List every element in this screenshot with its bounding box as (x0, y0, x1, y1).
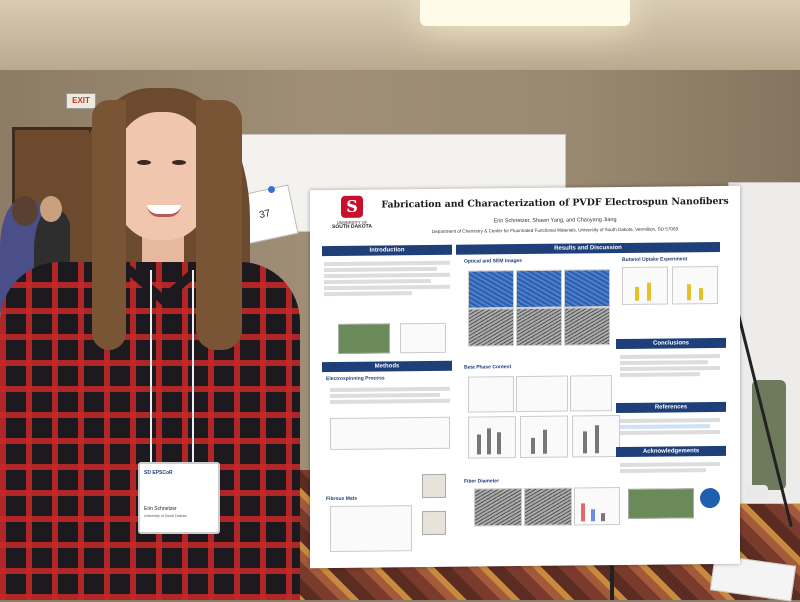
references-header: References (616, 402, 726, 413)
presenter-eye (172, 160, 186, 165)
optical-image (516, 270, 562, 308)
bar (477, 434, 481, 454)
fiber-sem-image (524, 488, 572, 527)
bar (581, 503, 585, 521)
butanol-subhead: Butanol Uptake Experiment (622, 256, 688, 263)
group-photo (628, 488, 694, 519)
conclusions-text (620, 352, 720, 393)
research-poster (310, 186, 740, 569)
presenter-eye (137, 160, 151, 165)
bar (687, 284, 691, 300)
board-number-tag: 37 (231, 185, 298, 246)
butanol-chart (672, 266, 718, 304)
bar (699, 288, 703, 300)
fiber-diameter-subhead: Fiber Diameter (464, 478, 500, 485)
bar (635, 287, 639, 301)
sem-image (516, 308, 562, 346)
poster-department: Department of Chemistry & Center for Fluorinated Functional Materials, University of South Dakota, Vermillion, SD 57069 (431, 226, 679, 234)
ceiling (0, 0, 800, 70)
butanol-chart (622, 267, 668, 305)
acknowledgements-text (620, 460, 720, 485)
ftir-spectrum (570, 375, 612, 411)
bar (497, 432, 501, 454)
chemical-structures (330, 417, 450, 450)
bar (595, 425, 599, 453)
nsf-logo (700, 488, 720, 508)
references-text (620, 416, 720, 447)
bar (543, 430, 547, 454)
methods-header: Methods (322, 361, 452, 372)
exit-sign: EXIT (66, 93, 96, 109)
electrospinning-text (330, 385, 450, 416)
badge-name: Erin Schnetzer (144, 506, 177, 512)
molecule-diagram (468, 376, 514, 412)
usd-logo (322, 195, 382, 230)
lab-photo (338, 323, 390, 354)
optical-sem-subhead: Optical and SEM Images (464, 258, 523, 265)
electrospinning-subhead: Electrospinning Process (326, 375, 385, 383)
poster-authors: Erin Schnetzer, Shawn Yang, and Chaoyang Jiang (493, 217, 617, 225)
beta-bar-chart (572, 415, 620, 458)
usd-logo-mark: S (341, 196, 363, 218)
bar (591, 509, 595, 521)
optical-image (564, 269, 610, 307)
background-person-head (12, 196, 38, 226)
logo-line-1: UNIVERSITY OF (336, 219, 368, 225)
background-person-head (40, 196, 62, 222)
fiber-diagram (400, 323, 446, 353)
name-badge (138, 462, 220, 534)
conclusions-header: Conclusions (616, 338, 726, 349)
lanyard (150, 270, 194, 470)
badge-affiliation: University of South Dakota (144, 514, 187, 518)
bar (583, 431, 587, 453)
acknowledgements-header: Acknowledgements (616, 446, 726, 457)
bar (647, 283, 651, 301)
fiber-sem-image (474, 488, 522, 527)
logo-line-2: SOUTH DAKOTA (332, 223, 372, 231)
presenter-hair-right (196, 100, 242, 350)
bar (531, 438, 535, 454)
results-header: Results and Discussion (456, 242, 720, 255)
beta-bar-chart (520, 416, 568, 459)
introduction-text (324, 259, 450, 320)
diameter-histogram (574, 487, 620, 525)
sem-image (468, 308, 514, 346)
visitor-shoe (746, 485, 768, 499)
beta-phase-subhead: Beta Phase Content (464, 364, 512, 371)
introduction-header: Introduction (322, 245, 452, 256)
mat-photo (422, 474, 446, 498)
mat-photo (422, 511, 446, 535)
usd-logo-text (322, 219, 382, 230)
ceiling-light (420, 0, 630, 26)
badge-logo: SD EPSCoR (144, 470, 173, 476)
ftir-spectrum (516, 376, 568, 413)
pushpin (268, 186, 275, 193)
fibrous-mats-subhead: Fibrous Mats (326, 495, 358, 503)
optical-image (468, 270, 514, 308)
beta-bar-chart (468, 416, 516, 459)
bar (601, 513, 605, 521)
poster-title: Fabrication and Characterization of PVDF Electrospun Nanofibers (381, 195, 729, 211)
bar (487, 428, 491, 454)
parameter-table (330, 505, 412, 552)
presenter-hair-left (92, 100, 126, 350)
sem-image (564, 307, 610, 345)
